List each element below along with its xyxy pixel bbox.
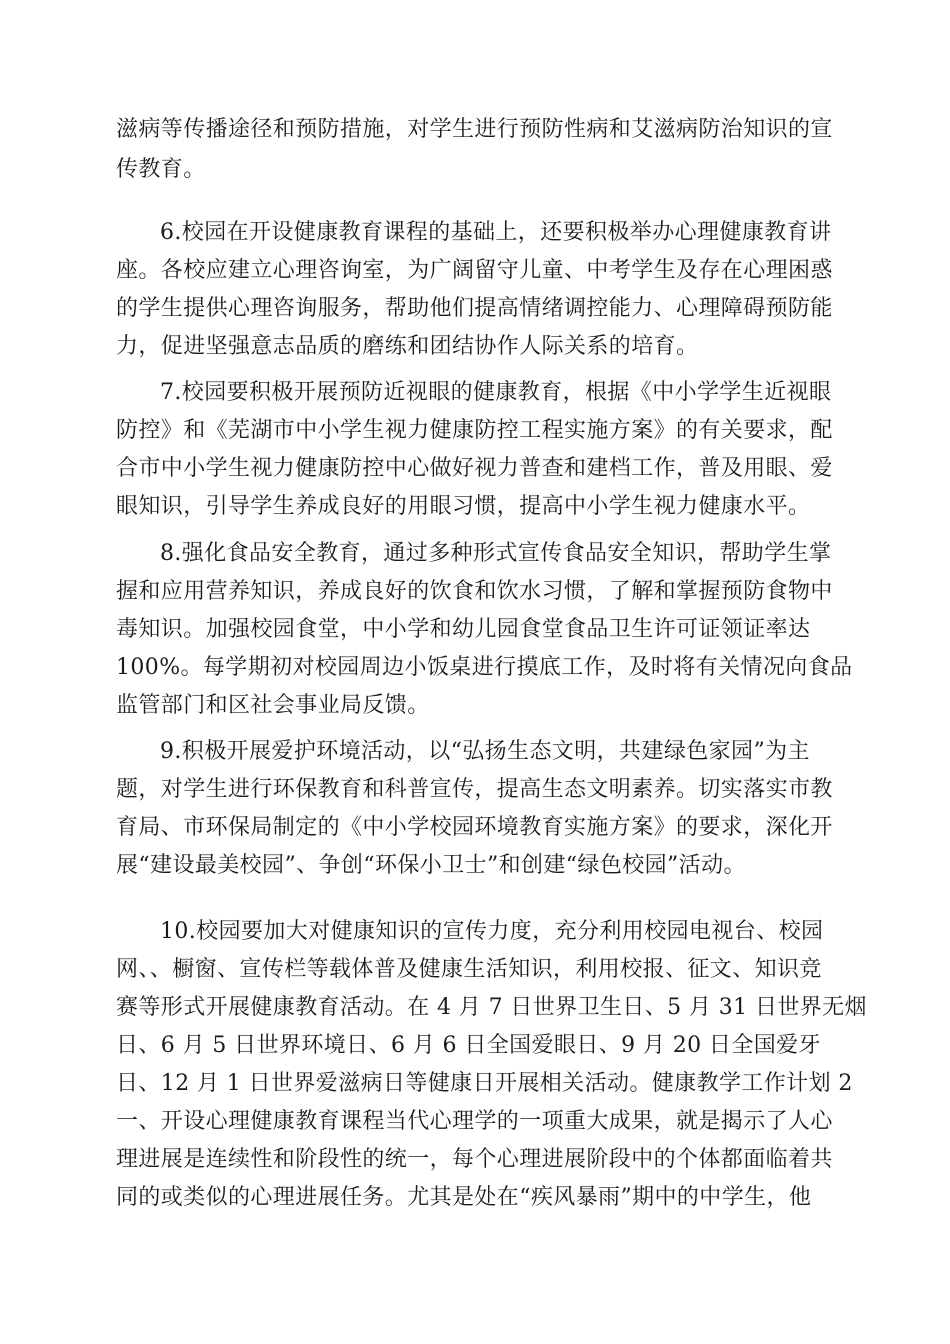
paragraph-8-line: 监管部门和区社会事业局反馈。 bbox=[116, 693, 430, 718]
paragraph-7-line: 防控》和《芜湖市中小学生视力健康防控工程实施方案》的有关要求，配 bbox=[116, 418, 833, 443]
text-line: 传教育。 bbox=[116, 157, 206, 182]
paragraph-10-line: 日、6 月 5 日世界环境日、6 月 6 日全国爱眼日、9 月 20 日全国爱牙 bbox=[116, 1033, 821, 1058]
paragraph-6-line: 的学生提供心理咨询服务，帮助他们提高情绪调控能力、心理障碍预防能 bbox=[116, 296, 833, 321]
paragraph-10-line: 理进展是连续性和阶段性的统一，每个心理进展阶段中的个体都面临着共 bbox=[116, 1147, 833, 1172]
paragraph-8-line: 8.强化食品安全教育，通过多种形式宣传食品安全知识，帮助学生掌 bbox=[160, 541, 832, 566]
paragraph-10-line: 赛等形式开展健康教育活动。在 4 月 7 日世界卫生日、5 月 31 日世界无烟 bbox=[116, 995, 867, 1020]
paragraph-9-line: 育局、市环保局制定的《中小学校园环境教育实施方案》的要求，深化开 bbox=[116, 815, 833, 840]
paragraph-10-line: 网、、橱窗、宣传栏等载体普及健康生活知识，利用校报、征文、知识竞 bbox=[116, 957, 822, 982]
paragraph-7-line: 眼知识，引导学生养成良好的用眼习惯，提高中小学生视力健康水平。 bbox=[116, 494, 811, 519]
paragraph-10-line: 同的或类似的心理进展任务。尤其是处在“疾风暴雨”期中的中学生，他 bbox=[116, 1185, 812, 1210]
paragraph-10-line: 日、12 月 1 日世界爱滋病日等健康日开展相关活动。健康教学工作计划 2 bbox=[116, 1071, 853, 1096]
paragraph-9-line: 9.积极开展爱护环境活动，以“弘扬生态文明，共建绿色家园”为主 bbox=[160, 739, 810, 764]
paragraph-8-line: 毒知识。加强校园食堂，中小学和幼儿园食堂食品卫生许可证领证率达 bbox=[116, 617, 811, 642]
paragraph-10-line: 10.校园要加大对健康知识的宣传力度，充分利用校园电视台、校园 bbox=[160, 919, 824, 944]
paragraph-9-line: 展“建设最美校园”、争创“环保小卫士”和创建“绿色校园”活动。 bbox=[116, 853, 746, 878]
paragraph-7-line: 7.校园要积极开展预防近视眼的健康教育，根据《中小学学生近视眼 bbox=[160, 380, 832, 405]
text-line: 滋病等传播途径和预防措施，对学生进行预防性病和艾滋病防治知识的宣 bbox=[116, 117, 833, 142]
paragraph-6-line: 力，促进坚强意志品质的磨练和团结协作人际关系的培育。 bbox=[116, 334, 699, 359]
paragraph-6-line: 座。各校应建立心理咨询室，为广阔留守儿童、中考学生及存在心理困惑 bbox=[116, 258, 833, 283]
paragraph-10-line: 一、开设心理健康教育课程当代心理学的一项重大成果，就是揭示了人心 bbox=[116, 1109, 833, 1134]
paragraph-8-line: 100%。每学期初对校园周边小饭桌进行摸底工作，及时将有关情况向食品 bbox=[116, 655, 853, 680]
paragraph-6-line: 6.校园在开设健康教育课程的基础上，还要积极举办心理健康教育讲 bbox=[160, 220, 832, 245]
paragraph-7-line: 合市中小学生视力健康防控中心做好视力普查和建档工作，普及用眼、爱 bbox=[116, 456, 833, 481]
paragraph-8-line: 握和应用营养知识，养成良好的饮食和饮水习惯，了解和掌握预防食物中 bbox=[116, 579, 833, 604]
paragraph-9-line: 题，对学生进行环保教育和科普宣传，提高生态文明素养。切实落实市教 bbox=[116, 777, 833, 802]
